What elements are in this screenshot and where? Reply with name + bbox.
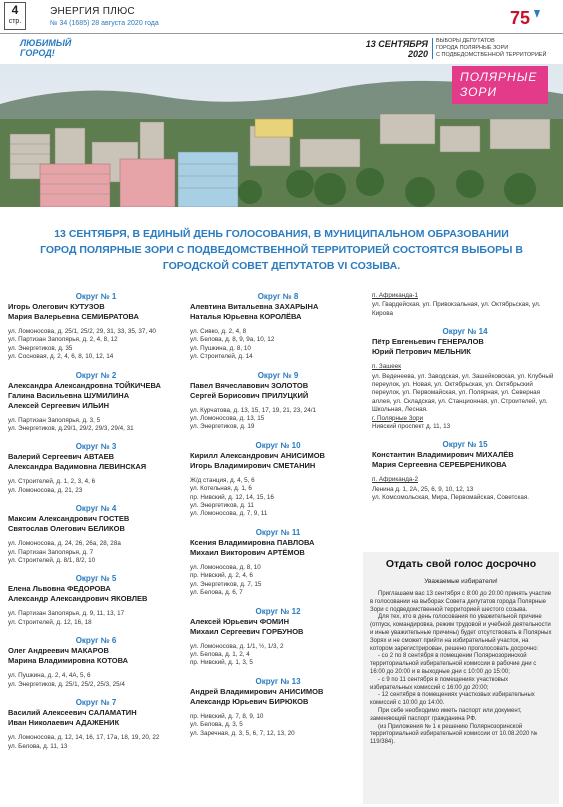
okrug-8 [190, 292, 366, 362]
candidate: Марина Владимировна КОТОВА [8, 656, 129, 666]
street-line: ул. Белова, д. 3, 5 [190, 721, 243, 729]
street-line: пр. Нивский, д. 7, 8, 9, 10 [190, 712, 264, 720]
okrug-title: Округ № 6 [75, 636, 117, 646]
okrug-13-continued [372, 292, 558, 318]
candidate: Максим Александрович ГОСТЕВ [8, 514, 130, 524]
okrug-title: Округ № 5 [75, 574, 117, 584]
town-name-badge [452, 66, 548, 104]
candidate: Александр Александрович ЯКОВЛЕВ [8, 594, 148, 604]
candidate: Наталья Юрьевна КОРОЛЁВА [190, 312, 302, 321]
streets [190, 643, 366, 668]
street-line: ул. Белова, д. 6, 7 [190, 589, 243, 597]
page-header [0, 0, 563, 34]
date-line: 13 СЕНТЯБРЯ [365, 39, 428, 49]
street-line: ул. Комсомольская, Мира, Первомайская, Советская. [372, 494, 530, 502]
street-line: пр. Нивский, д. 2, 4, 6 [190, 572, 253, 580]
candidate: Кирилл Александрович АНИСИМОВ [190, 450, 325, 460]
column-2 [190, 292, 366, 747]
okrug-title: Округ № 10 [255, 440, 301, 450]
candidate: Юрий Петрович МЕЛЬНИК [372, 347, 471, 357]
okrug-9 [190, 371, 366, 432]
okrug-title: Округ № 3 [75, 442, 117, 452]
elections-line: ГОРОДА ПОЛЯРНЫЕ ЗОРИ [436, 45, 509, 51]
slogan-line: ЛЮБИМЫЙ [20, 38, 72, 48]
candidate: Ксения Владимировна ПАВЛОВА [190, 537, 315, 547]
street-line: ул. Энергетиков, д.29/1, 29/2, 29/3, 29/4, 31 [8, 425, 134, 433]
street-line: ул. Энергетиков, д. 35 [8, 344, 73, 352]
street-line: ул. Ломоносова, д. 12, 14, 16, 17, 17а, 18, 19, 20, 22 [8, 734, 160, 742]
slogan-line: ГОРОД! [20, 48, 55, 58]
street-line: ул. Ломоносова, д. 13, 15 [190, 415, 265, 423]
okrug-2 [8, 371, 184, 434]
early-vote-paragraph: При себе необходимо иметь паспорт или документ, заменяющий паспорт гражданина РФ. [370, 707, 522, 722]
streets [190, 328, 366, 362]
candidate: Пётр Евгеньевич ГЕНЕРАЛОВ [372, 337, 484, 347]
issue-info: № 34 (1685) 28 августа 2020 года [50, 20, 159, 27]
street-line: ул. Ломоносова, д. 8, 10 [190, 563, 261, 571]
street-line: ул. Котельная, д. 1, 6 [190, 485, 252, 493]
okrug-4 [8, 504, 184, 565]
candidate: Алевтина Витальевна ЗАХАРЫНА [190, 302, 319, 311]
candidate: Игорь Владимирович СМЕТАНИН [190, 460, 316, 470]
early-vote-source: (из Приложения № 1 к решению Полярнозоринской территориальной избирательной комиссии от 10.08.2020 № 119/384). [370, 723, 538, 746]
street-line: ул. Гвардейская, ул. Привокзальная, ул. Октябрьская, ул. Кирова [372, 301, 541, 317]
street-line: пр. Нивский, д. 12, 14, 15, 16 [190, 493, 274, 501]
settlement-name: п. Африканда-2 [372, 476, 419, 484]
candidate: Галина Васильевна ШУМИЛИНА [8, 390, 130, 400]
streets [8, 540, 184, 565]
candidate: Иван Николаевич АДАЖЕНИК [8, 718, 120, 728]
street-line: ул. Строителей, д. 8/1, 8/2, 10 [8, 557, 96, 565]
candidate: Михаил Викторович АРТЁМОВ [190, 547, 305, 557]
street-line: ул. Энергетиков, д. 7, 15 [190, 580, 262, 588]
town-name-line: ЗОРИ [460, 85, 498, 99]
candidate: Валерий Сергеевич АВТАЕВ [8, 452, 115, 462]
settlement-name: п. Зашеек [372, 363, 402, 371]
okrug-title: Округ № 11 [255, 527, 301, 537]
candidate: Сергей Борисович ПРИЛУЦКИЙ [190, 390, 309, 400]
street-line: Ленина д. 1, 2А, 25, 6, 9, 10, 12, 13 [372, 485, 474, 493]
early-vote-box [363, 552, 559, 804]
early-vote-title: Отдать свой голос досрочно [385, 558, 537, 570]
okrug-11 [190, 528, 366, 598]
column-1 [8, 292, 184, 760]
street-line: ул. Сосновая, д. 2, 4, 6, 8, 10, 12, 14 [8, 353, 114, 361]
street-line: ул. Пушкина, д. 8, 10 [190, 344, 251, 352]
anniversary-75-logo [506, 4, 542, 30]
candidate: Александр Юрьевич БИРЮКОВ [190, 696, 309, 706]
column-3 [372, 292, 558, 512]
candidate: Мария Сергеевна СЕРЕБРЕНИКОВА [372, 460, 507, 470]
okrug-15 [372, 440, 558, 502]
okrug-title: Округ № 4 [75, 504, 117, 514]
candidate: Игорь Олегович КУТУЗОВ [8, 302, 105, 311]
streets [8, 328, 184, 362]
streets [8, 610, 184, 627]
street-line: ул. Энергетиков, д. 25/1, 25/2, 25/3, 25/4 [8, 680, 125, 688]
okrug-7 [8, 698, 184, 751]
okrug-title: Округ № 14 [442, 327, 488, 337]
okrug-5 [8, 574, 184, 627]
early-vote-paragraph: - 12 сентября в помещениях участковых избирательных комиссий с 10:00 до 14:00. [370, 692, 535, 707]
candidate: Василий Алексеевич САЛАМАТИН [8, 708, 137, 718]
streets [190, 713, 366, 738]
town-name-line: ПОЛЯРНЫЕ [460, 70, 538, 84]
okrug-title: Округ № 13 [255, 676, 301, 686]
street-line: Нивский проспект д. 11, 13 [372, 423, 451, 431]
okrug-title: Округ № 2 [75, 370, 117, 380]
candidate: Михаил Сергеевич ГОРБУНОВ [190, 626, 304, 636]
street-line: ул. Белова, д. 1, 2, 4 [190, 650, 250, 658]
okrug-title: Округ № 12 [255, 606, 301, 616]
candidate: Александра Александровна ТОЙКИЧЕВА [8, 380, 161, 390]
street-line: ул. Партизан Заполярья, д. 7 [8, 548, 94, 556]
street-line: пр. Нивский, д. 1, 3, 5 [190, 659, 253, 667]
street-line: Ж/д станция, д. 4, 5, 6 [190, 476, 255, 484]
candidate: Павел Вячеславович ЗОЛОТОВ [190, 380, 309, 390]
settlement-name: г. Полярные Зори [372, 414, 424, 422]
okrug-title: Округ № 9 [257, 370, 299, 380]
okrug-10 [190, 441, 366, 519]
early-vote-paragraph: - со 2 по 8 сентября в помещении Полярнозоринской территориальной избирательной комиссии в рабочие дни с 16:00 до 20:00 и в выходные дни с 10:00 до 15:00; [370, 653, 537, 675]
street-line: ул. Строителей, д. 1, 2, 3, 4, 6 [8, 478, 96, 486]
candidate: Андрей Владимирович АНИСИМОВ [190, 686, 324, 696]
early-vote-paragraph: Для тех, кто в день голосования по уважительной причине (отпуск, командировка, режим трудовой и учебной деятельности и иные уважительные причины) будет отсутствовать в Полярных Зорях и не сможет прийти на избирательный участок, на котором зарегистрирован, решено проголосовать досрочно: [370, 614, 552, 652]
early-vote-greeting: Уважаемые избиратели! [424, 578, 498, 585]
street-line: ул. Белова, д. 11, 13 [8, 742, 68, 750]
street-line: ул. Заречная, д. 3, 5, 6, 7, 12, 13, 20 [190, 729, 295, 737]
okrug-title: Округ № 1 [75, 292, 117, 301]
candidate: Константин Владимирович МИХАЛЁВ [372, 450, 514, 460]
okrug-title: Округ № 7 [75, 698, 117, 708]
street-line: ул. Ломоносова, д. 7, 9, 11 [190, 510, 268, 518]
okrug-title: Округ № 15 [442, 440, 488, 450]
candidate: Мария Валерьевна СЕМИБРАТОВА [8, 312, 139, 321]
street-line: ул. Партизан Заполярья, д. 9, 11, 13, 17 [8, 610, 125, 618]
candidate: Алексей Юрьевич ФОМИН [190, 616, 289, 626]
street-line: ул. Энергетиков, д. 11 [190, 502, 254, 510]
newspaper-name: ЭНЕРГИЯ ПЛЮС [50, 6, 135, 17]
banner-elections-label [432, 38, 546, 59]
streets [8, 478, 184, 495]
elections-line: ВЫБОРЫ ДЕПУТАТОВ [436, 38, 495, 44]
street-line: ул. Строителей, д. 12, 16, 18 [8, 618, 92, 626]
streets [190, 477, 366, 519]
street-line: ул. Партизан Заполярья, д. 2, 4, 8, 12 [8, 336, 118, 344]
candidate: Святослав Олегович БЕЛИКОВ [8, 524, 125, 534]
street-line: ул. Ломоносова, д. 1/1, ½, 1/3, 2 [190, 642, 284, 650]
page-number-box [4, 2, 26, 30]
okrug-14 [372, 327, 558, 431]
banner-slogan [20, 38, 71, 58]
date-year: 2020 [407, 49, 428, 59]
okrug-13 [190, 677, 366, 738]
street-line: ул. Сивко, д. 2, 4, 8 [190, 328, 247, 335]
elections-line: С ПОДВЕДОМСТВЕННОЙ ТЕРРИТОРИЕЙ [436, 52, 547, 58]
street-line: ул. Строителей, д. 14 [190, 353, 253, 361]
page-label: стр. [8, 18, 22, 25]
candidate: Александра Вадимовна ЛЕВИНСКАЯ [8, 462, 147, 472]
okrug-1 [8, 292, 184, 362]
street-line: ул. Энергетиков, д. 19 [190, 423, 255, 431]
streets [190, 407, 366, 432]
street-line: ул. Курчатова, д. 13, 15, 17, 19, 21, 23, 24/1 [190, 406, 316, 414]
okrug-title: Округ № 8 [257, 292, 299, 301]
street-line: ул. Ломоносова, д. 24, 26, 26а, 28, 28а [8, 540, 121, 548]
logo-75-text: 75 [510, 8, 531, 28]
street-line: ул. Белова, д. 8, 9, 9а, 10, 12 [190, 336, 275, 344]
early-vote-paragraph: - с 9 по 11 сентября в помещениях участковых избирательных комиссий с 16:00 до 20:00; [370, 676, 509, 691]
candidate: Олег Андреевич МАКАРОВ [8, 646, 109, 656]
settlement-name: п. Африканда-1 [372, 292, 419, 299]
candidate: Алексей Сергеевич ИЛЬИН [8, 400, 110, 410]
okrug-6 [8, 636, 184, 689]
candidate: Елена Львовна ФЕДОРОВА [8, 584, 111, 594]
page-number: 4 [11, 3, 19, 17]
streets [8, 734, 184, 751]
street-line: ул. Пушкина, д. 2, 4, 4А, 5, 6 [8, 672, 91, 680]
street-line: ул. Партизан Заполярья, д. 3, 5 [8, 416, 101, 424]
banner-date [356, 39, 428, 59]
street-line: ул. Ломоносова, д. 25/1, 25/2, 29, 31, 33, 35, 37, 40 [8, 328, 156, 335]
early-vote-paragraph: Приглашаем вас 13 сентября с 8:00 до 20:00 принять участие в голосовании на выборах Совета депутатов города Полярные Зори с подведомственной территорией шестого созыва. [370, 591, 552, 613]
street-line: ул. Веденеева, ул. Заводская, ул. Зашейковская, ул. Клубный переулок, ул. Новая, ул. Октябрьская, ул. Октябрьский переулок, ул. Первомайская, ул. Полярная, ул. Северная аллея, ул. Складская, ул. Станционная, ул. Строителей, ул. Школьная, Лесная. [372, 372, 554, 414]
article-headline: 13 СЕНТЯБРЯ, В ЕДИНЫЙ ДЕНЬ ГОЛОСОВАНИЯ, В МУНИЦИПАЛЬНОМ ОБРАЗОВАНИИ ГОРОД ПОЛЯРНЫЕ ЗОРИ С ПОДВЕДОМСТВЕННОЙ ТЕРРИТОРИЕЙ СОСТОЯТСЯ ВЫБОРЫ В ГОРОДСКОЙ СОВЕТ ДЕПУТАТОВ VI СОЗЫВА. [40, 228, 523, 272]
streets [8, 672, 184, 689]
streets [190, 564, 366, 598]
okrug-12 [190, 607, 366, 668]
street-line: ул. Ломоносова, д. 21, 23 [8, 486, 83, 494]
okrug-3 [8, 442, 184, 495]
streets [8, 417, 184, 434]
